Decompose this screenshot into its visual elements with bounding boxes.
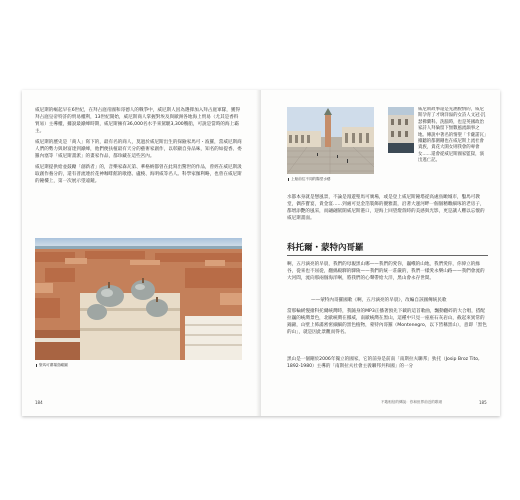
right-paragraph-1: 水都本身就是戀風景，不論是漫遊聖馬可廣場，或是登上威尼斯鐘塔從高處鳥瞰城市，鑿馬可教堂，偶莎寶宴，貴金宴……到處可見金箔裝飾的優雅畫，沿著大運河畔一個個精雕細琢的老房子，都增添艷的風采，而翩翩駕開威尼斯港口，迎海上回望燈殼時的美感與光影，更是讓人難以忘懷的威尼斯畫面。 xyxy=(287,195,485,221)
right-side-text: 威尼斯故事還是先涵脫情的，威尼斯孕育了才璃洋溢的女詩人文冠·沉瑟佛蘭科。洗腦時，也是英國政治家詩人拜倫留下無數風流韻事之地。傳說中著名的情聖「卡薩諾瓦」據聽的都圍剛也在威尼斯上流社會貴族，貴花大開女則我會的專會女……還會從威尼斯國家監獄，演出逃亡記。 xyxy=(418,107,487,164)
venice-building-photo xyxy=(388,107,414,153)
right-photo-caption: 上船前往不同的陽堂水藝 xyxy=(291,177,376,182)
right-paragraph-2: 啊，五月滴亮的早晨，我們的母親黑山哪——我們的愛你，巍峨的山地，我們愛你，你偉立的綠谷，從來也不屈從，翻綿殿驛的驛陵——我們的統一莊嚴的，我們一樣愛永樂山路——我們會流的大河間，流向那兩個海洋啊，將我們的心聲帶給大洋，黑山會永存世間。 xyxy=(287,262,485,281)
right-page xyxy=(261,90,500,416)
poem-source: ——蒙特內哥羅國歌《啊，五月滴亮的早晨》，改編自該國傳統民歌 xyxy=(311,298,447,303)
left-page xyxy=(22,90,261,416)
left-folio: 184 xyxy=(35,400,43,405)
venice-aerial-photo xyxy=(35,238,242,360)
left-photo-caption: 聖馬可廣場鳥瞰圖 xyxy=(39,363,159,368)
section-title: 科托爾・蒙特內哥羅 xyxy=(287,243,364,253)
running-head: 不敢相信的傳說：你和世界前近的歌頌 xyxy=(381,400,443,404)
book-spread xyxy=(22,90,500,416)
left-paragraph-1: 威尼斯的崛起早在6世紀，在拜占庭帝國和哥德人的戰爭中，威尼斯人因為選擇加入拜占庭軍隊，獲得拜占庭皇帝特許的貿易權利，13世紀開始，威尼斯商人掌握對埃及與歐洲各地海上貿易（尤其是香料貿易）主導權，據說最巔峰時期，威尼斯擁有36,000名水手來駕駛3,300艘船，可說是當時的海上霸主。 xyxy=(35,108,241,134)
left-body-text xyxy=(35,107,242,227)
left-paragraph-2: 威尼斯的歷史是「商人」寫下的，最有名的商人，莫過於威尼斯出生的探險家馬可・波羅，當威尼斯商人們的勢力與財富達到巔峰，他們便扶植最有天分的藝術家創作，以彰顯自身品味，知名的如提香、委羅內塞等「威尼斯畫派」的畫家作品，都珍藏在這些宮內。 xyxy=(35,140,242,159)
right-folio: 185 xyxy=(479,400,487,405)
left-paragraph-3: 威尼斯提供給並鼓勵「創新者」的，音樂家森瓦第、華格納都曾在此寫出驚世的作品，曾經在威尼斯汲取創作養分的，還有普流連於花神咖啡館的歌德、盧梭、海明威等名人。科學家伽利略，也曾在威尼斯的鐘樓上，第一次展示望遠鏡。 xyxy=(35,165,242,184)
right-paragraph-4: 黑山是一個剛於2006年獨立的國家，它的前身是前南「南斯拉夫聯邦」狄托（Josip Broz Tito, 1892-1980）主導的「南斯拉夫社會主義聯邦共和國」的一分 xyxy=(287,357,480,369)
right-paragraph-3: 當那輪緩慢搶科托爾峽灣時，我隨身的MP3正播著預先下載的這首歌曲，飄動翻碎的大合唱，搭配拉巍的峽灣景色，北歐峽灣在挪威，南歐峽灣在黑山，這種中只見一座座石灰岩山，截起來異常的錦錦，山壁上佈滿密密細細的黑色植物，蒙特內哥羅（Montenegro，以下皆稱黑山），意即「黑色的山」，就是因此景觀而得名。 xyxy=(287,309,487,335)
section-title-rule xyxy=(287,255,488,256)
venice-square-photo xyxy=(287,107,374,174)
